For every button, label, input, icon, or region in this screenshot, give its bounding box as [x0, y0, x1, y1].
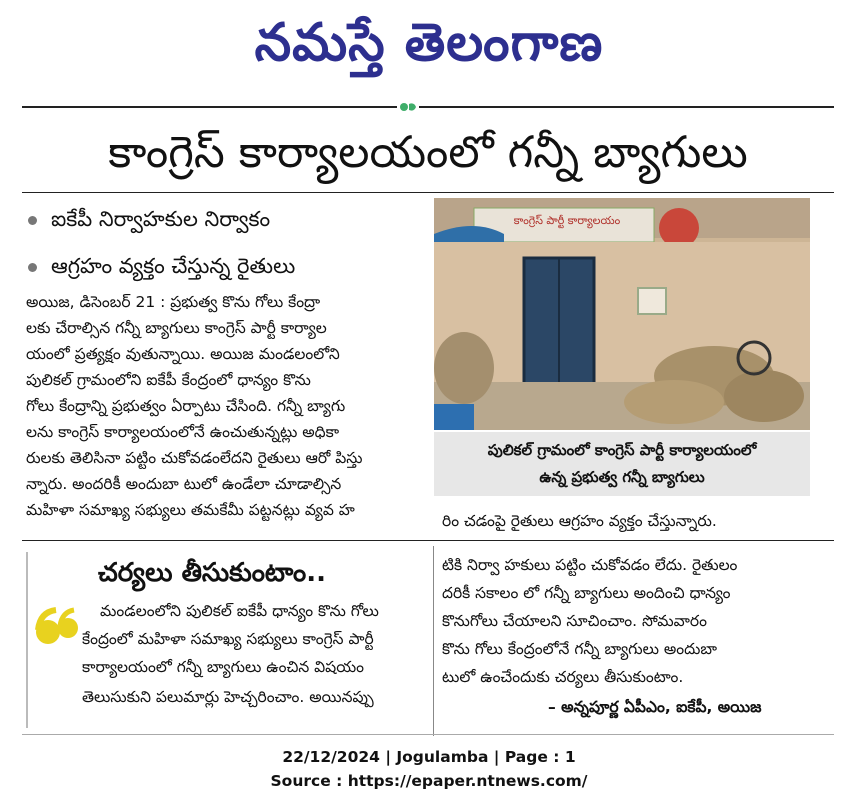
footer-source: Source : https://epaper.ntnews.com/: [270, 772, 588, 790]
body-line: రులకు తెలిసినా పట్టిం చుకోవడంలేదని రైతులు ఆరో పిస్తు: [26, 449, 363, 467]
bullet-text: ఐకేపీ నిర్వాహకుల నిర్వాకం: [51, 207, 271, 231]
right-line: టికి నిర్వా హకులు పట్టిం చుకోవడం లేదు. రైతులం: [442, 556, 738, 574]
bullet-text: ఆగ్రహం వ్యక్తం చేస్తున్న రైతులు: [51, 254, 296, 278]
article-headline: కాంగ్రెస్ కార్యాలయంలో గన్నీ బ్యాగులు: [108, 127, 748, 178]
quote-title: చర్యలు తీసుకుంటాం..: [98, 558, 326, 588]
right-line: టులో ఉంచేందుకు చర్యలు తీసుకుంటాం.: [442, 668, 684, 686]
photo-illustration: [434, 198, 810, 430]
headline-rule: [22, 192, 834, 193]
bullet-dot-icon: [28, 263, 37, 272]
bullet-dot-icon: [28, 216, 37, 225]
quote-line: కేంద్రంలో మహిళా సమాఖ్య సభ్యులు కాంగ్రెస్ పార్టీ: [82, 630, 374, 648]
photo-sign-text: కాంగ్రెస్ పార్టీ కార్యాలయం: [513, 214, 621, 227]
body-line: గోలు కేంద్రాన్ని ప్రభుత్వం ఏర్పాటు చేసింది. గన్నీ బ్యాగు: [26, 397, 346, 415]
body-line: యంలో ప్రత్యక్షం వుతున్నాయి. అయిజ మండలంలోని: [26, 345, 340, 363]
caption-line: పులికల్ గ్రామంలో కాంగ్రెస్ పార్టీ కార్యాలయంలో: [487, 441, 757, 459]
footer-date-edition: 22/12/2024 | Jogulamba | Page : 1: [282, 748, 576, 766]
bullet-item: [28, 249, 295, 283]
body-line: పులికల్ గ్రామంలోని ఐకేపీ కేంద్రంలో ధాన్యం కొను: [26, 371, 311, 389]
right-line: రిం చడంపై రైతులు ఆగ్రహం వ్యక్తం చేస్తున్నారు.: [442, 512, 717, 530]
bottom-rule: [22, 734, 834, 735]
right-line: కొనుగోలు చేయాలని సూచించాం. సోమవారం: [442, 612, 707, 630]
right-line: దరికీ సకాలం లో గన్నీ బ్యాగులు అందించి ధాన్యం: [442, 584, 731, 602]
quote-mark-icon: [34, 602, 78, 652]
body-line: మహిళా సమాఖ్య సభ్యులు తమకేమీ పట్టనట్లు వ్యవ హ: [26, 501, 355, 519]
photo-caption: [434, 432, 810, 496]
quote-line: కార్యాలయంలో గన్నీ బ్యాగులు ఉంచిన విషయం: [82, 658, 365, 676]
body-line: అయిజ, డిసెంబర్ 21 : ప్రభుత్వ కొను గోలు కేంద్రా: [26, 293, 321, 311]
masthead-title: నమస్తే తెలంగాణ: [254, 13, 604, 73]
caption-line: ఉన్న ప్రభుత్వ గన్నీ బ్యాగులు: [539, 468, 705, 486]
section-rule: [22, 540, 834, 541]
attribution: – అన్నపూర్ణ ఏపీఎం, ఐకేపీ, అయిజ: [548, 698, 762, 716]
bullet-item: [28, 202, 270, 236]
column-divider: [433, 546, 434, 736]
ntnews-logo-icon: [397, 100, 419, 114]
right-line: కొను గోలు కేంద్రంలోనే గన్నీ బ్యాగులు అందుబా: [442, 640, 718, 658]
body-line: లను కాంగ్రెస్ కార్యాలయంలోనే ఉంచుతున్నట్లు అధికా: [26, 423, 340, 441]
body-line: లకు చేరాల్సిన గన్నీ బ్యాగులు కాంగ్రెస్ పార్టీ కార్యాల: [26, 319, 327, 337]
quote-line: తెలుసుకుని పలుమార్లు హెచ్చరించాం. అయినప్పు: [82, 688, 374, 706]
quote-line: మండలంలోని పులికల్ ఐకేపీ ధాన్యం కొను గోలు: [100, 602, 379, 620]
quote-border: [26, 552, 28, 728]
article-photo: [434, 198, 810, 430]
header-rule: [22, 106, 834, 108]
body-line: న్నారు. అందరికీ అందుబా టులో ఉండేలా చూడాల్సిన: [26, 475, 342, 493]
